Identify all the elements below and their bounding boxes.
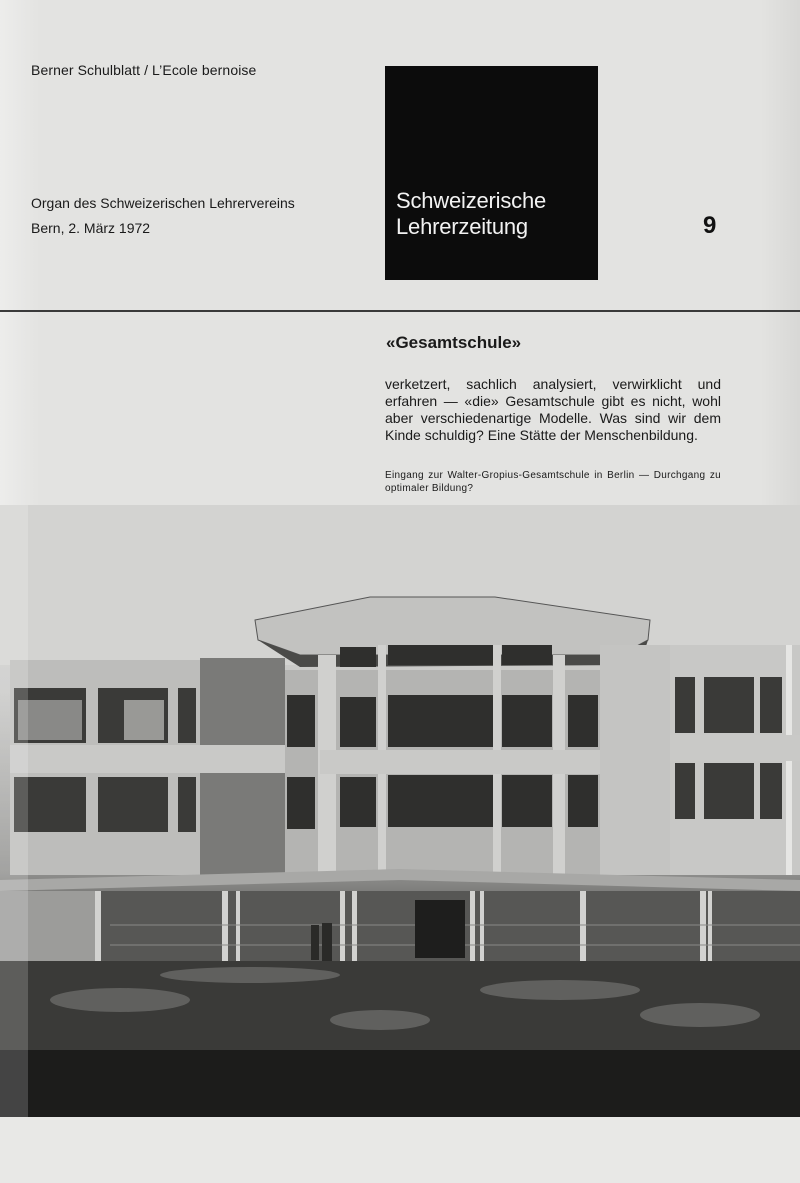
photo-caption: Eingang zur Walter-Gropius-Gesamtschule in Berlin — Durchgang zu optimaler Bildung?: [385, 470, 721, 494]
publisher-line: Berner Schulblatt / L’Ecole bernoise: [31, 62, 257, 78]
organ-line: Organ des Schweizerischen Lehrervereins: [31, 195, 295, 211]
horizontal-divider: [0, 310, 800, 312]
masthead-title-line1: Schweizerische: [396, 188, 547, 213]
issue-number: 9: [703, 212, 717, 239]
masthead-block: [385, 66, 598, 280]
school-building-photo: [0, 505, 800, 1117]
issue-date: Bern, 2. März 1972: [31, 220, 151, 236]
feature-headline: «Gesamtschule»: [386, 333, 522, 352]
feature-lead: verketzert, sachlich analysiert, verwirklicht und erfahren — «die» Gesamtschule gibt es nicht, wohl aber verschiedenartige Modelle. Was sind wir dem Kinde schuldig? Eine Stätte der Menschenbildung.: [385, 376, 721, 443]
masthead-title-line2: Lehrerzeitung: [396, 214, 528, 239]
masthead-title: [396, 188, 546, 240]
bottom-page-margin: [0, 1117, 800, 1183]
